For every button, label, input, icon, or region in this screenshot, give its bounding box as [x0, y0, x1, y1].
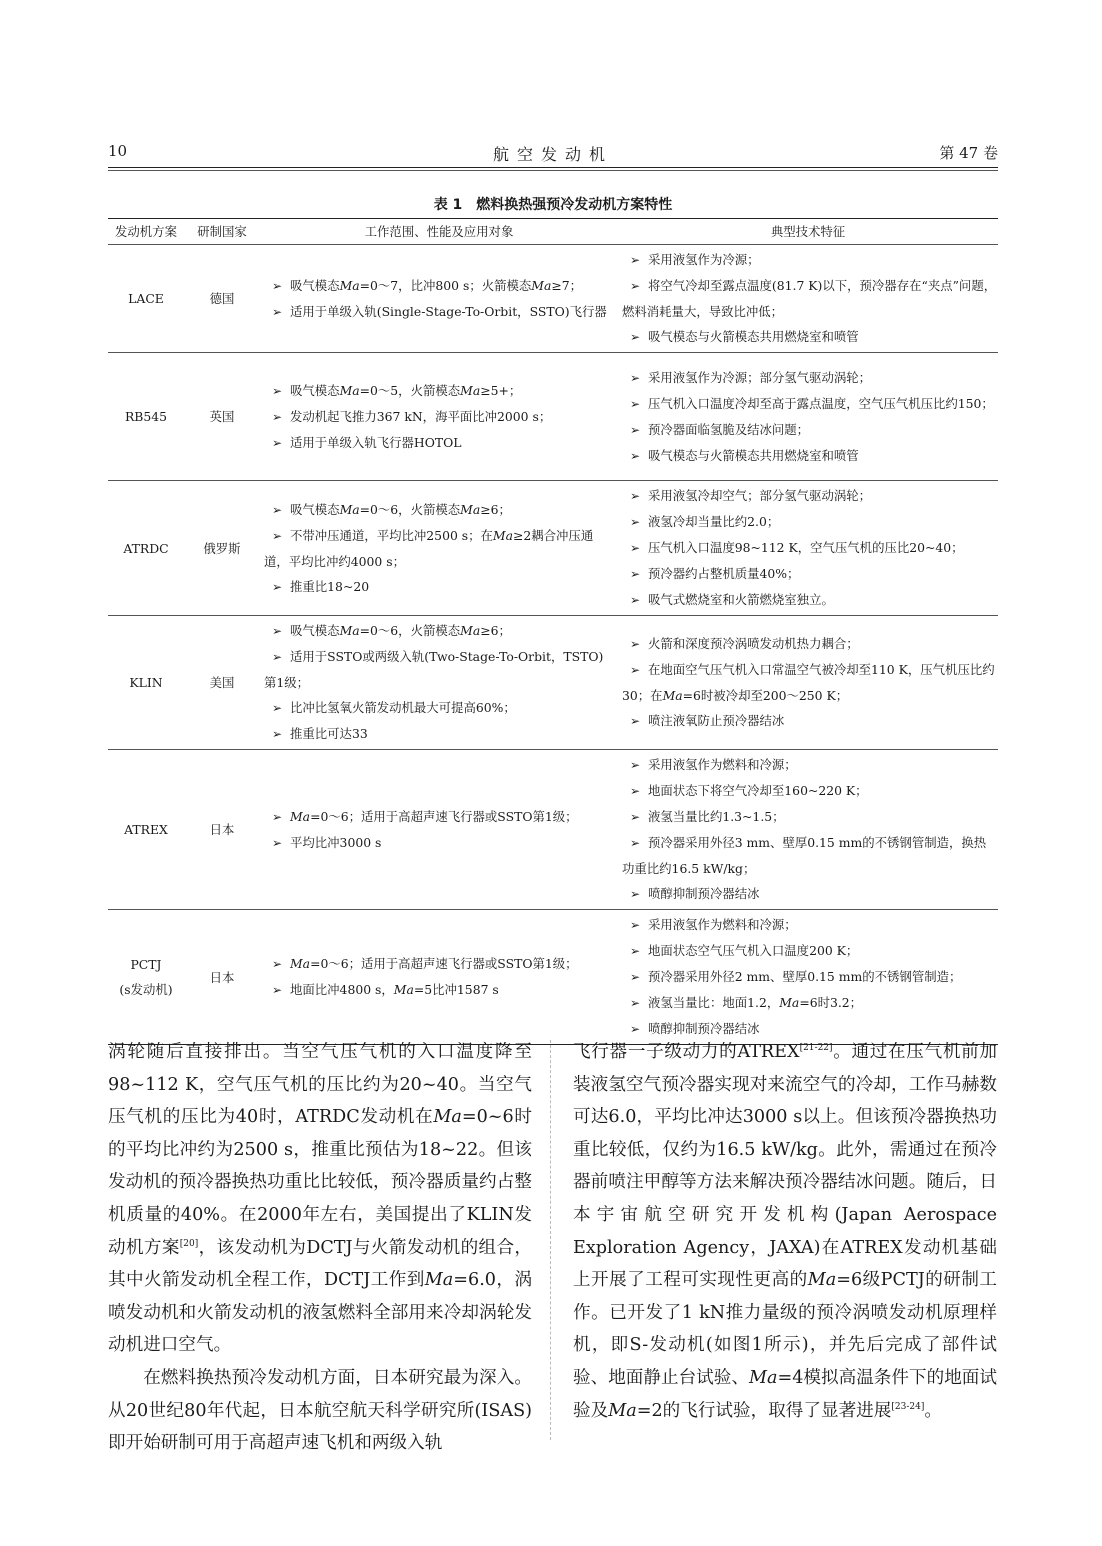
bullet-item: [622, 324, 998, 350]
bullet-item: [622, 561, 998, 587]
mach-symbol: Ma: [424, 1270, 454, 1291]
bullet-text: 喷注液氧防止预冷器结冰: [648, 713, 785, 728]
bullet-item: [622, 509, 998, 535]
body-column-left: [108, 1036, 532, 1460]
tech-cell: [618, 353, 998, 481]
mach-symbol: Ma: [339, 277, 360, 293]
table-row: [108, 750, 998, 910]
bullet-item: [622, 631, 998, 657]
bullet-item: [264, 951, 612, 977]
bullet-text: 液氢冷却当量比约2.0；: [648, 514, 780, 529]
mach-symbol: Ma: [393, 982, 414, 997]
arrowhead-bullet-icon: ➢: [629, 567, 641, 581]
engine-subname: (s发动机): [119, 982, 173, 997]
arrowhead-bullet-icon: ➢: [271, 304, 283, 319]
bullet-item: [622, 657, 998, 708]
tech-cell: [618, 750, 998, 910]
engine-cell: [108, 245, 184, 353]
bullet-item: [622, 881, 998, 907]
header-rule-thin: [108, 170, 998, 171]
bullet-item: [622, 365, 998, 391]
arrowhead-bullet-icon: ➢: [629, 253, 641, 267]
arrowhead-bullet-icon: ➢: [629, 918, 641, 932]
arrowhead-bullet-icon: ➢: [629, 422, 641, 437]
bullet-text: 将空气冷却至露点温度(81.7 K)以下，预冷器存在“夹点”问题，燃料消耗量大，导致比冲低；: [622, 278, 997, 319]
performance-cell: [260, 750, 618, 910]
bullet-text: 吸气式燃烧室和火箭燃烧室独立。: [648, 592, 834, 607]
arrowhead-bullet-icon: ➢: [271, 624, 283, 638]
bullet-text: 吸气模态Ma=0～5，火箭模态Ma≥5+；: [290, 382, 522, 398]
engine-cell: [108, 910, 184, 1045]
table-header-row: [108, 219, 998, 245]
column-divider: [550, 1040, 551, 1440]
tech-cell: [618, 481, 998, 616]
country-cell: 美国: [184, 616, 260, 750]
bullet-text: 采用液氢作为燃料和冷源；: [648, 757, 797, 772]
bullet-item: [264, 721, 612, 747]
bullet-item: [264, 695, 612, 721]
bullet-item: [622, 804, 998, 830]
bullet-text: 预冷器约占整机质量40%；: [648, 566, 800, 581]
mach-symbol: Ma: [339, 623, 360, 638]
tech-cell: [618, 910, 998, 1045]
mach-symbol: Ma: [460, 382, 481, 398]
mach-symbol: Ma: [531, 277, 552, 293]
bullet-item: [264, 574, 612, 600]
performance-cell: [260, 910, 618, 1045]
bullet-text: 适用于单级入轨(Single-Stage-To-Orbit，SSTO)飞行器: [290, 303, 607, 319]
arrowhead-bullet-icon: ➢: [271, 727, 283, 741]
arrowhead-bullet-icon: ➢: [629, 663, 641, 677]
mach-symbol: Ma: [807, 1270, 837, 1291]
bullet-text: 喷醇抑制预冷器结冰: [648, 1021, 760, 1036]
engine-spec-table: [108, 218, 998, 1045]
bullet-item: [622, 587, 998, 613]
bullet-text: 火箭和深度预冷涡喷发动机热力耦合；: [648, 636, 859, 651]
bullet-item: [264, 618, 612, 644]
arrowhead-bullet-icon: ➢: [629, 593, 641, 607]
arrowhead-bullet-icon: ➢: [629, 887, 641, 901]
engine-cell: [108, 353, 184, 481]
arrowhead-bullet-icon: ➢: [629, 396, 641, 411]
bullet-item: [622, 483, 998, 509]
body-column-right: [573, 1036, 997, 1427]
bullet-text: 推重比可达33: [290, 726, 368, 741]
arrowhead-bullet-icon: ➢: [271, 278, 283, 293]
bullet-item: [622, 443, 998, 469]
bullet-item: [622, 273, 998, 324]
header-rule: [108, 167, 998, 168]
bullet-item: [622, 830, 998, 881]
arrowhead-bullet-icon: ➢: [629, 944, 641, 958]
arrowhead-bullet-icon: ➢: [629, 1022, 641, 1036]
col-header-tech: 典型技术特征: [618, 219, 998, 245]
bullet-item: [622, 912, 998, 938]
mach-symbol: Ma: [290, 956, 311, 971]
arrowhead-bullet-icon: ➢: [629, 541, 641, 555]
bullet-text: 推重比18~20: [290, 578, 370, 594]
bullet-item: [622, 708, 998, 734]
performance-cell: [260, 616, 618, 750]
bullet-text: 采用液氢作为冷源；部分氢气驱动涡轮；: [648, 369, 872, 385]
engine-name: PCTJ: [130, 957, 162, 972]
arrowhead-bullet-icon: ➢: [629, 515, 641, 529]
bullet-text: 预冷器面临氢脆及结冰问题；: [648, 421, 810, 437]
arrowhead-bullet-icon: ➢: [271, 435, 283, 450]
bullet-text: 采用液氢作为冷源；: [648, 252, 760, 267]
arrowhead-bullet-icon: ➢: [271, 409, 283, 424]
paragraph: 飞行器一子级动力的ATREX[21-22]。通过在压气机前加装液氢空气预冷器实现对来流空气的冷却，工作马赫数可达6.0，平均比冲达3000 s以上。但该预冷器换热功重比较低，仅约为16.5 kW/kg。此外，需通过在预冷器前喷注甲醇等方法来解决预冷器结冰问题。随后，日本宇宙航空研究开发机构(Japan Aerospace Exploration Agency，JAXA)在ATREX发动机基础上开展了工程可实现性更高的Ma=6级PCTJ的研制工作。已开发了1 kN推力量级的预冷涡喷发动机原理样机，即S-发动机(如图1所示)，并先后完成了部件试验、地面静止台试验、Ma=4模拟高温条件下的地面试验及Ma=2的飞行试验，取得了显著进展[23-24]。: [573, 1042, 997, 1421]
engine-name: LACE: [128, 291, 164, 306]
bullet-item: [622, 938, 998, 964]
bullet-text: 地面比冲4800 s，Ma=5比冲1587 s: [290, 982, 499, 997]
page-number: 10: [108, 142, 128, 160]
table-row: [108, 245, 998, 353]
mach-symbol: Ma: [779, 995, 800, 1010]
bullet-text: 采用液氢作为燃料和冷源；: [648, 917, 797, 932]
bullet-item: [622, 752, 998, 778]
bullet-text: 地面状态空气压气机入口温度200 K；: [648, 943, 859, 958]
bullet-text: 地面状态下将空气冷却至160~220 K；: [648, 783, 868, 798]
table-caption: 表 1 燃料换热强预冷发动机方案特性: [433, 197, 673, 213]
mach-symbol: Ma: [460, 501, 481, 517]
bullet-text: Ma=0～6；适用于高超声速飞行器或SSTO第1级；: [290, 956, 578, 971]
bullet-item: [622, 391, 998, 417]
performance-cell: [260, 353, 618, 481]
bullet-item: [264, 977, 612, 1003]
bullet-text: 采用液氢冷却空气；部分氢气驱动涡轮；: [648, 488, 872, 503]
bullet-text: 吸气模态与火箭模态共用燃烧室和喷管: [648, 329, 859, 344]
citation-ref: [23-24]: [891, 1401, 925, 1412]
paragraph: 在燃料换热预冷发动机方面，日本研究最为深入。从20世纪80年代起，日本航空航天科学研究所(ISAS)即开始研制可用于高超声速飞机和两级入轨: [108, 1367, 532, 1454]
table-row: [108, 910, 998, 1045]
engine-cell: [108, 750, 184, 910]
bullet-item: [622, 964, 998, 990]
bullet-item: [622, 535, 998, 561]
country-cell: 日本: [184, 750, 260, 910]
engine-cell: [108, 481, 184, 616]
bullet-text: 预冷器采用外径3 mm、壁厚0.15 mm的不锈钢管制造，换热功重比约16.5 kW/kg；: [622, 835, 987, 876]
bullet-text: 吸气模态Ma=0～6，火箭模态Ma≥6；: [290, 501, 511, 517]
bullet-item: [264, 404, 612, 430]
bullet-text: 吸气模态Ma=0～7，比冲800 s；火箭模态Ma≥7；: [290, 277, 582, 293]
volume-label: 第 47 卷: [939, 144, 998, 162]
mach-symbol: Ma: [748, 1367, 778, 1388]
performance-cell: [260, 481, 618, 616]
col-header-country: 研制国家: [184, 219, 260, 245]
mach-symbol: Ma: [608, 1400, 637, 1421]
arrowhead-bullet-icon: ➢: [271, 502, 283, 517]
arrowhead-bullet-icon: ➢: [271, 383, 283, 398]
arrowhead-bullet-icon: ➢: [271, 650, 283, 664]
engine-name: RB545: [124, 409, 168, 424]
bullet-item: [264, 644, 612, 695]
tech-cell: [618, 245, 998, 353]
arrowhead-bullet-icon: ➢: [271, 809, 283, 824]
country-cell: 俄罗斯: [184, 481, 260, 616]
bullet-text: Ma=0～6；适用于高超声速飞行器或SSTO第1级；: [290, 808, 578, 824]
arrowhead-bullet-icon: ➢: [271, 701, 283, 715]
arrowhead-bullet-icon: ➢: [629, 489, 641, 503]
mach-symbol: Ma: [492, 527, 513, 543]
mach-symbol: Ma: [339, 501, 360, 517]
bullet-item: [622, 778, 998, 804]
bullet-text: 比冲比氢氧火箭发动机最大可提高60%；: [290, 700, 516, 715]
tech-cell: [618, 616, 998, 750]
country-cell: 日本: [184, 910, 260, 1045]
arrowhead-bullet-icon: ➢: [629, 370, 641, 385]
arrowhead-bullet-icon: ➢: [629, 970, 641, 984]
col-header-performance: 工作范围、性能及应用对象: [260, 219, 618, 245]
mach-symbol: Ma: [290, 808, 311, 824]
arrowhead-bullet-icon: ➢: [629, 758, 641, 772]
citation-ref: [20]: [179, 1238, 199, 1249]
arrowhead-bullet-icon: ➢: [271, 835, 283, 850]
engine-name: KLIN: [129, 675, 163, 690]
performance-cell: [260, 245, 618, 353]
bullet-text: 适用于SSTO或两级入轨(Two-Stage-To-Orbit，TSTO)第1级；: [264, 649, 604, 690]
arrowhead-bullet-icon: ➢: [629, 784, 641, 798]
arrowhead-bullet-icon: ➢: [629, 279, 641, 293]
arrowhead-bullet-icon: ➢: [629, 836, 641, 850]
arrowhead-bullet-icon: ➢: [271, 528, 283, 543]
bullet-text: 液氢当量比约1.3~1.5；: [648, 809, 785, 824]
bullet-item: [264, 804, 612, 830]
arrowhead-bullet-icon: ➢: [271, 957, 283, 971]
arrowhead-bullet-icon: ➢: [629, 448, 641, 463]
table-row: [108, 353, 998, 481]
bullet-item: [264, 830, 612, 856]
mach-symbol: Ma: [433, 1107, 462, 1128]
col-header-engine: 发动机方案: [108, 219, 184, 245]
table-row: [108, 481, 998, 616]
bullet-text: 吸气模态Ma=0～6，火箭模态Ma≥6；: [290, 623, 511, 638]
bullet-item: [264, 523, 612, 574]
country-cell: 德国: [184, 245, 260, 353]
citation-ref: [21-22]: [799, 1043, 833, 1054]
bullet-text: 喷醇抑制预冷器结冰: [648, 886, 760, 901]
bullet-text: 压气机入口温度98~112 K，空气压气机的压比20~40；: [648, 540, 964, 555]
engine-cell: [108, 616, 184, 750]
bullet-text: 发动机起飞推力367 kN，海平面比冲2000 s；: [290, 408, 552, 424]
arrowhead-bullet-icon: ➢: [629, 714, 641, 728]
bullet-item: [264, 430, 612, 456]
arrowhead-bullet-icon: ➢: [629, 996, 641, 1010]
bullet-item: [622, 247, 998, 273]
bullet-item: [264, 378, 612, 404]
country-cell: 英国: [184, 353, 260, 481]
mach-symbol: Ma: [460, 623, 481, 638]
bullet-item: [264, 273, 612, 299]
table-row: [108, 616, 998, 750]
bullet-text: 在地面空气压气机入口常温空气被冷却至110 K，压气机压比约30；在Ma=6时被冷却至200～250 K；: [622, 662, 995, 703]
bullet-item: [622, 417, 998, 443]
engine-name: ATRDC: [123, 540, 169, 556]
bullet-text: 预冷器采用外径2 mm、壁厚0.15 mm的不锈钢管制造；: [648, 969, 962, 984]
bullet-text: 不带冲压通道，平均比冲2500 s；在Ma≥2耦合冲压通道，平均比冲约4000 s；: [264, 527, 594, 569]
bullet-text: 吸气模态与火箭模态共用燃烧室和喷管: [648, 447, 859, 463]
arrowhead-bullet-icon: ➢: [629, 810, 641, 824]
bullet-text: 液氢当量比：地面1.2，Ma=6时3.2；: [648, 995, 863, 1010]
bullet-item: [264, 299, 612, 325]
journal-title: 航空发动机: [492, 145, 613, 164]
bullet-text: 适用于单级入轨飞行器HOTOL: [290, 434, 462, 450]
bullet-item: [622, 990, 998, 1016]
bullet-text: 压气机入口温度冷却至高于露点温度，空气压气机压比约150；: [648, 395, 994, 411]
bullet-text: 平均比冲3000 s: [290, 834, 382, 850]
engine-name: ATREX: [124, 822, 168, 837]
arrowhead-bullet-icon: ➢: [629, 330, 641, 344]
arrowhead-bullet-icon: ➢: [629, 637, 641, 651]
arrowhead-bullet-icon: ➢: [271, 579, 283, 594]
mach-symbol: Ma: [662, 688, 683, 703]
running-header: [108, 140, 998, 166]
arrowhead-bullet-icon: ➢: [271, 983, 283, 997]
mach-symbol: Ma: [339, 382, 360, 398]
bullet-item: [264, 497, 612, 523]
paragraph: 涡轮随后直接排出。当空气压气机的入口温度降至98~112 K，空气压气机的压比约为20~40。当空气压气机的压比为40时，ATRDC发动机在Ma=0~6时的平均比冲约为2500 s，推重比预估为18~22。但该发动机的预冷器换热功重比比较低，预冷器质量约占整机质量的40%。在2000年左右，美国提出了KLIN发动机方案[20]，该发动机为DCTJ与火箭发动机的组合，其中火箭发动机全程工作，DCTJ工作到Ma=6.0，涡喷发动机和火箭发动机的液氢燃料全部用来冷却涡轮发动机进口空气。: [108, 1042, 533, 1356]
